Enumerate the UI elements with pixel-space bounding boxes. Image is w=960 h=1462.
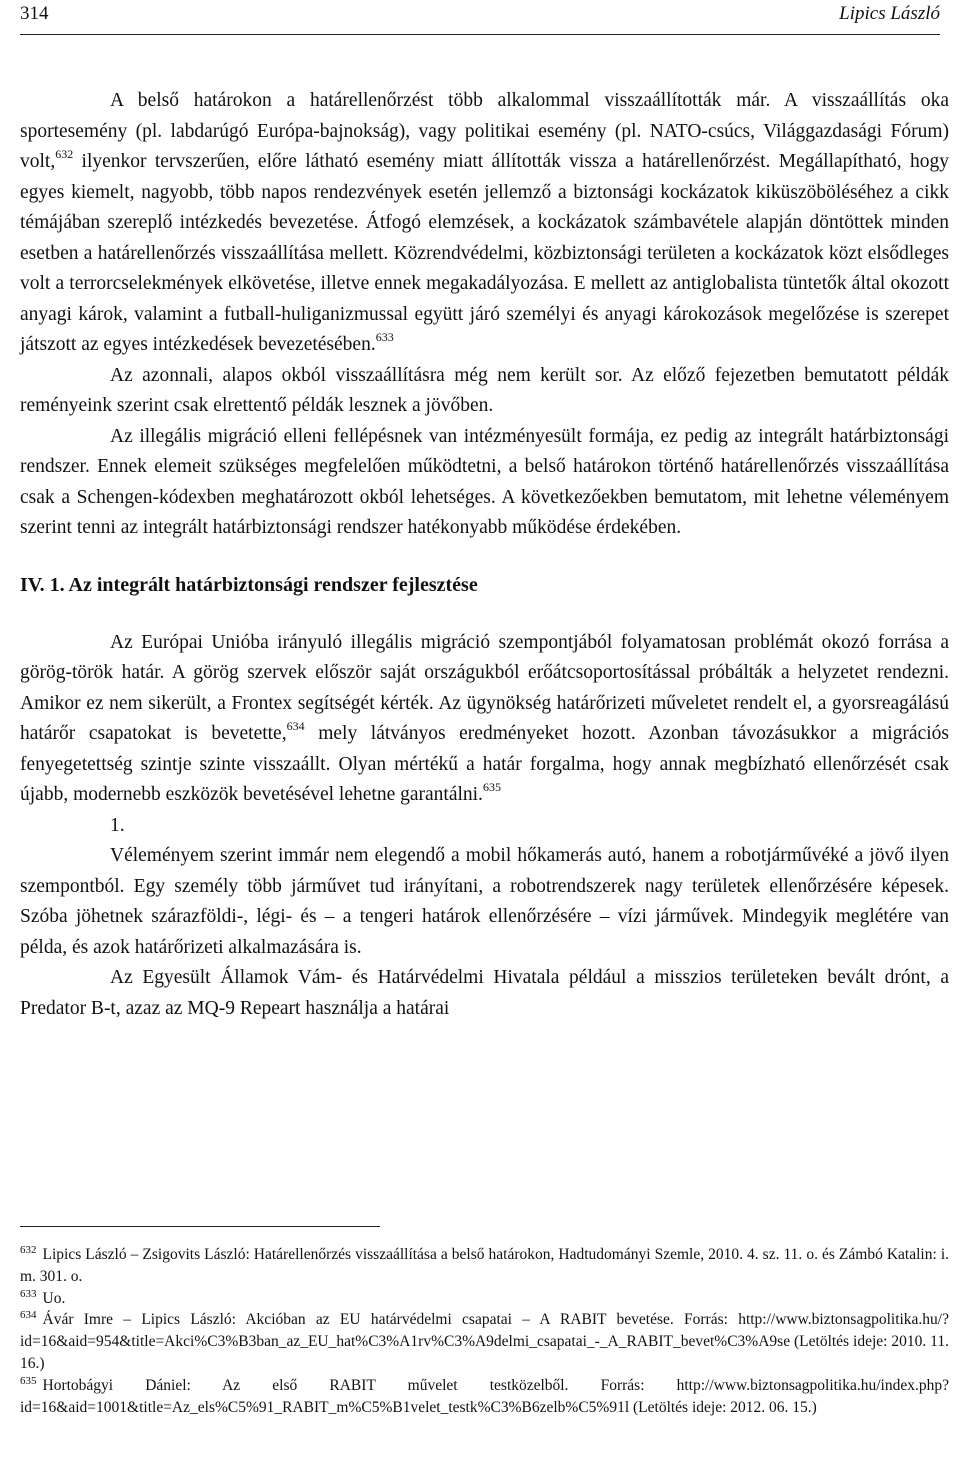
page-header bbox=[20, 0, 940, 28]
footnote-number: 633 bbox=[20, 1287, 37, 1300]
list-item-number: 1. bbox=[110, 814, 125, 836]
paragraph-6: Az Egyesült Államok Vám- és Határvédelmi Hivatala például a misszios területeken bevált drónt, a Predator B-t, azaz az MQ-9 Repeart használja a határai bbox=[20, 967, 949, 1019]
running-head-author: Lipics László bbox=[839, 3, 940, 24]
footnote-ref-634[interactable]: 634 bbox=[286, 719, 305, 733]
footnote-text: Uo. bbox=[42, 1289, 66, 1307]
footnote-ref-633[interactable]: 633 bbox=[375, 330, 394, 344]
section-heading: IV. 1. Az integrált határbiztonsági rendszer fejlesztése bbox=[20, 573, 478, 596]
paragraph-2: Az azonnali, alapos okból visszaállításra még nem került sor. Az előző fejezetben bemutatott példák reményeink szerint csak elrettentő példák lesznek a jövőben. bbox=[20, 364, 949, 416]
paragraph-4 bbox=[20, 628, 949, 811]
footnote-ref-632[interactable]: 632 bbox=[55, 147, 74, 161]
paragraph-4-text-b: mely látványos eredményeket hozott. Azonban távozásukkor a migrációs fenyegetettség szintje szinte visszaállt. Olyan mértékű a határ forgalma, hogy annak megbízható ellenőrzését csak újabb, modernebb eszközök bevetésével lehetne garantálni. bbox=[20, 723, 949, 805]
paragraph-1-text-a: A belső határokon a határellenőrzést több alkalommal visszaállították már. A visszaállítás oka sportesemény (pl. labdarúgó Európa-bajnokság), vagy politikai esemény (pl. NATO-csúcs, Világgazdasági Fórum) volt, bbox=[20, 90, 949, 172]
footnote-text[interactable]: Hortobágyi Dániel: Az első RABIT művelet testközelből. Forrás: http://www.biztonsagpolitika.hu/index.php?id=16&aid=1001&title=Az_els%C5%91_RABIT_m%C5%B1velet_testk%C3%B6zelb%C5%91l (Letöltés ideje: 2012. 06. 15.) bbox=[20, 1376, 949, 1416]
paragraph-5: Véleményem szerint immár nem elegendő a mobil hőkamerás autó, hanem a robotjárművéké a jövő ilyen szempontból. Egy személy több járművet tud irányítani, a robotrendszerek nagy területek ellenőrzésére képesek. Szóba jöhetnek szárazföldi-, légi- és – a tengeri határok ellenőrzésére – vízi járművek. Mindegyik meglétére van példa, és azok határőrizeti alkalmazására is. bbox=[20, 845, 949, 958]
footnote-separator bbox=[20, 1226, 380, 1227]
footnote-632 bbox=[20, 1244, 949, 1288]
footnote-number: 632 bbox=[20, 1244, 37, 1256]
footnote-number: 634 bbox=[20, 1309, 37, 1322]
body-text bbox=[20, 86, 949, 1024]
footnote-text[interactable]: Ávár Imre – Lipics László: Akcióban az EU határvédelmi csapatai – A RABIT bevetése. Forrás: http://www.biztonsagpolitika.hu/?id=16&aid=954&title=Akci%C3%B3ban_az_EU_hat%C3%A1rv%C3%A9delmi_csapatai_-_A_RABIT_bevet%C3%A9se (Letöltés ideje: 2010. 11. 16.) bbox=[20, 1311, 949, 1372]
paragraph-1 bbox=[20, 86, 949, 361]
footnote-text: Lipics László – Zsigovits László: Határellenőrzés visszaállítása a belső határokon, Hadtudományi Szemle, 2010. 4. sz. 11. o. és Zámbó Katalin: i. m. 301. o. bbox=[20, 1246, 949, 1285]
footnotes bbox=[20, 1244, 949, 1418]
footnote-ref-635[interactable]: 635 bbox=[482, 780, 501, 794]
footnote-number: 635 bbox=[20, 1374, 37, 1387]
page-number: 314 bbox=[20, 3, 49, 24]
paragraph-1-text-b: ilyenkor tervszerűen, előre látható esemény miatt állították vissza a határellenőrzést. Megállapítható, hogy egyes kiemelt, nagyobb, több napos rendezvények esetén jellemző a biztonsági kockázatok kiküszöböléséhez a cikk témájában szereplő intézkedés bevezetése. Átfogó elemzések, a kockázatok számbavétele alapján döntöttek minden esetben a határellenőrzés visszaállítása mellett. Közrendvédelmi, közbiztonsági területen a kockázatok közt elsődleges volt a terrorcselekmények elkövetése, illetve ennek megakadályozása. E mellett az antiglobalista tüntetők által okozott anyagi károk, valamint a futball-huliganizmussal együtt járó személyi és anyagi károkozások megelőzése is szerepet játszott az egyes intézkedések bevezetésében. bbox=[20, 151, 949, 355]
footnote-635 bbox=[20, 1375, 949, 1419]
paragraph-4-text-a: Az Európai Unióba irányuló illegális migráció szempontjából folyamatosan problémát okozó forrása a görög-török határ. A görög szervek először saját országukból erőátcsoportosítással próbálták a helyzetet rendezni. Amikor ez nem sikerült, a Frontex segítségét kérték. Az ügynökség határőrizeti műveletet rendelt el, a gyorsreagálású határőr csapatokat is bevetette, bbox=[20, 631, 949, 744]
footnote-634 bbox=[20, 1309, 949, 1374]
header-rule bbox=[20, 34, 940, 35]
paragraph-3: Az illegális migráció elleni fellépésnek van intézményesült formája, ez pedig az integrált határbiztonsági rendszer. Ennek elemeit szükséges megfelelően működtetni, a belső határokon történő határellenőrzés visszaállítása csak a Schengen-kódexben meghatározott okból lehetséges. A következőekben bemutatom, mit lehetne véleményem szerint tenni az integrált határbiztonsági rendszer hatékonyabb működése érdekében. bbox=[20, 425, 949, 538]
footnote-633 bbox=[20, 1288, 949, 1310]
